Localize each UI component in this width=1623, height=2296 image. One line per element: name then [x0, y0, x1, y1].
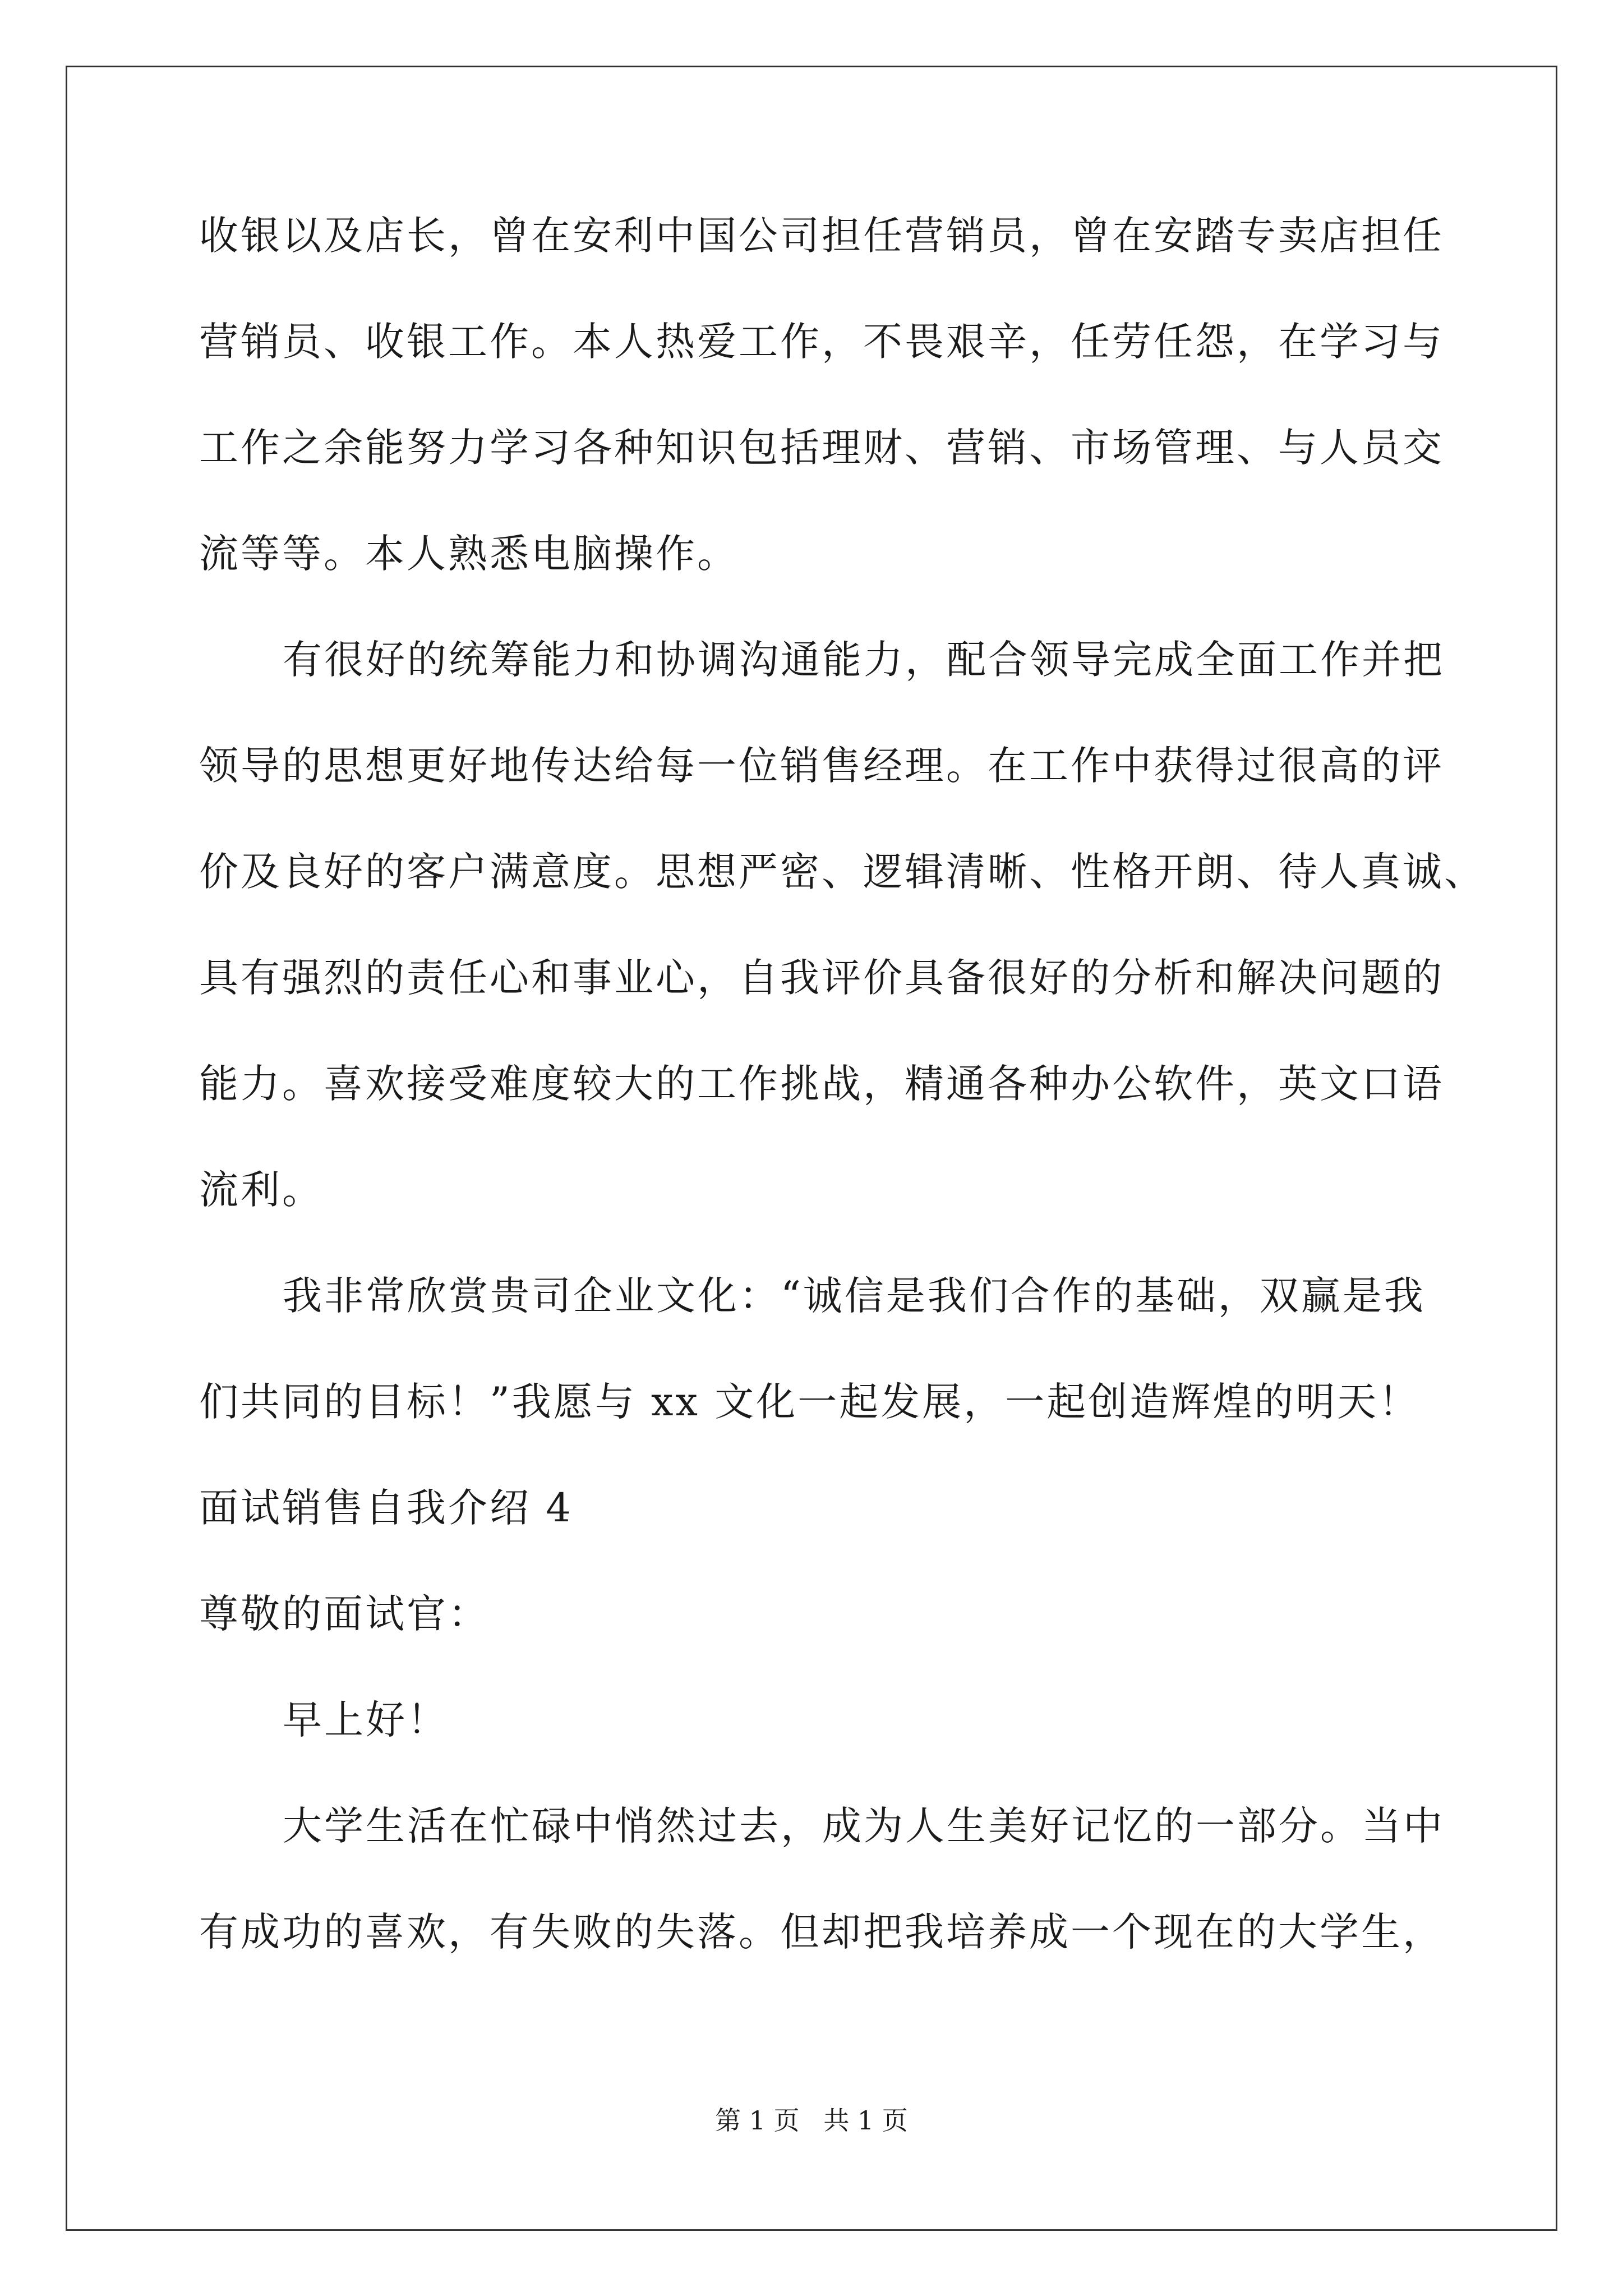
- section-heading: 面试销售自我介绍 4: [199, 1485, 573, 1531]
- body-line: 收银以及店长，曾在安利中国公司担任营销员，曾在安踏专卖店担任: [199, 213, 1444, 259]
- paragraph-first-line: 大学生活在忙碌中悄然过去，成为人生美好记忆的一部分。当中: [283, 1803, 1445, 1849]
- body-line: 们共同的目标！”我愿与 xx 文化一起发展，一起创造辉煌的明天！: [199, 1379, 1421, 1425]
- salutation: 尊敬的面试官：: [199, 1591, 490, 1637]
- body-line: 具有强烈的责任心和事业心，自我评价具备很好的分析和解决问题的: [199, 955, 1444, 1001]
- page-number: 第 1 页: [715, 2105, 800, 2136]
- body-line: 能力。喜欢接受难度较大的工作挑战，精通各种办公软件，英文口语: [199, 1061, 1444, 1107]
- body-line: 价及良好的客户满意度。思想严密、逻辑清晰、性格开朗、待人真诚、: [199, 849, 1486, 895]
- body-line: 流利。: [199, 1167, 324, 1213]
- body-line: 流等等。本人熟悉电脑操作。: [199, 531, 739, 577]
- paragraph-first-line: 有很好的统筹能力和协调沟通能力，配合领导完成全面工作并把: [283, 637, 1445, 683]
- page-footer: [0, 2105, 1623, 2136]
- body-line: 领导的思想更好地传达给每一位销售经理。在工作中获得过很高的评: [199, 743, 1444, 789]
- greeting: 早上好！: [283, 1697, 449, 1743]
- document-body: [199, 213, 1486, 2018]
- page-total: 共 1 页: [823, 2105, 908, 2136]
- body-line: 营销员、收银工作。本人热爱工作，不畏艰辛，任劳任怨，在学习与: [199, 319, 1444, 365]
- body-line: 有成功的喜欢，有失败的失落。但却把我培养成一个现在的大学生，: [199, 1909, 1444, 1955]
- body-line: 工作之余能努力学习各种知识包括理财、营销、市场管理、与人员交: [199, 425, 1444, 471]
- paragraph-first-line: 我非常欣赏贵司企业文化：“诚信是我们合作的基础，双赢是我: [283, 1273, 1426, 1319]
